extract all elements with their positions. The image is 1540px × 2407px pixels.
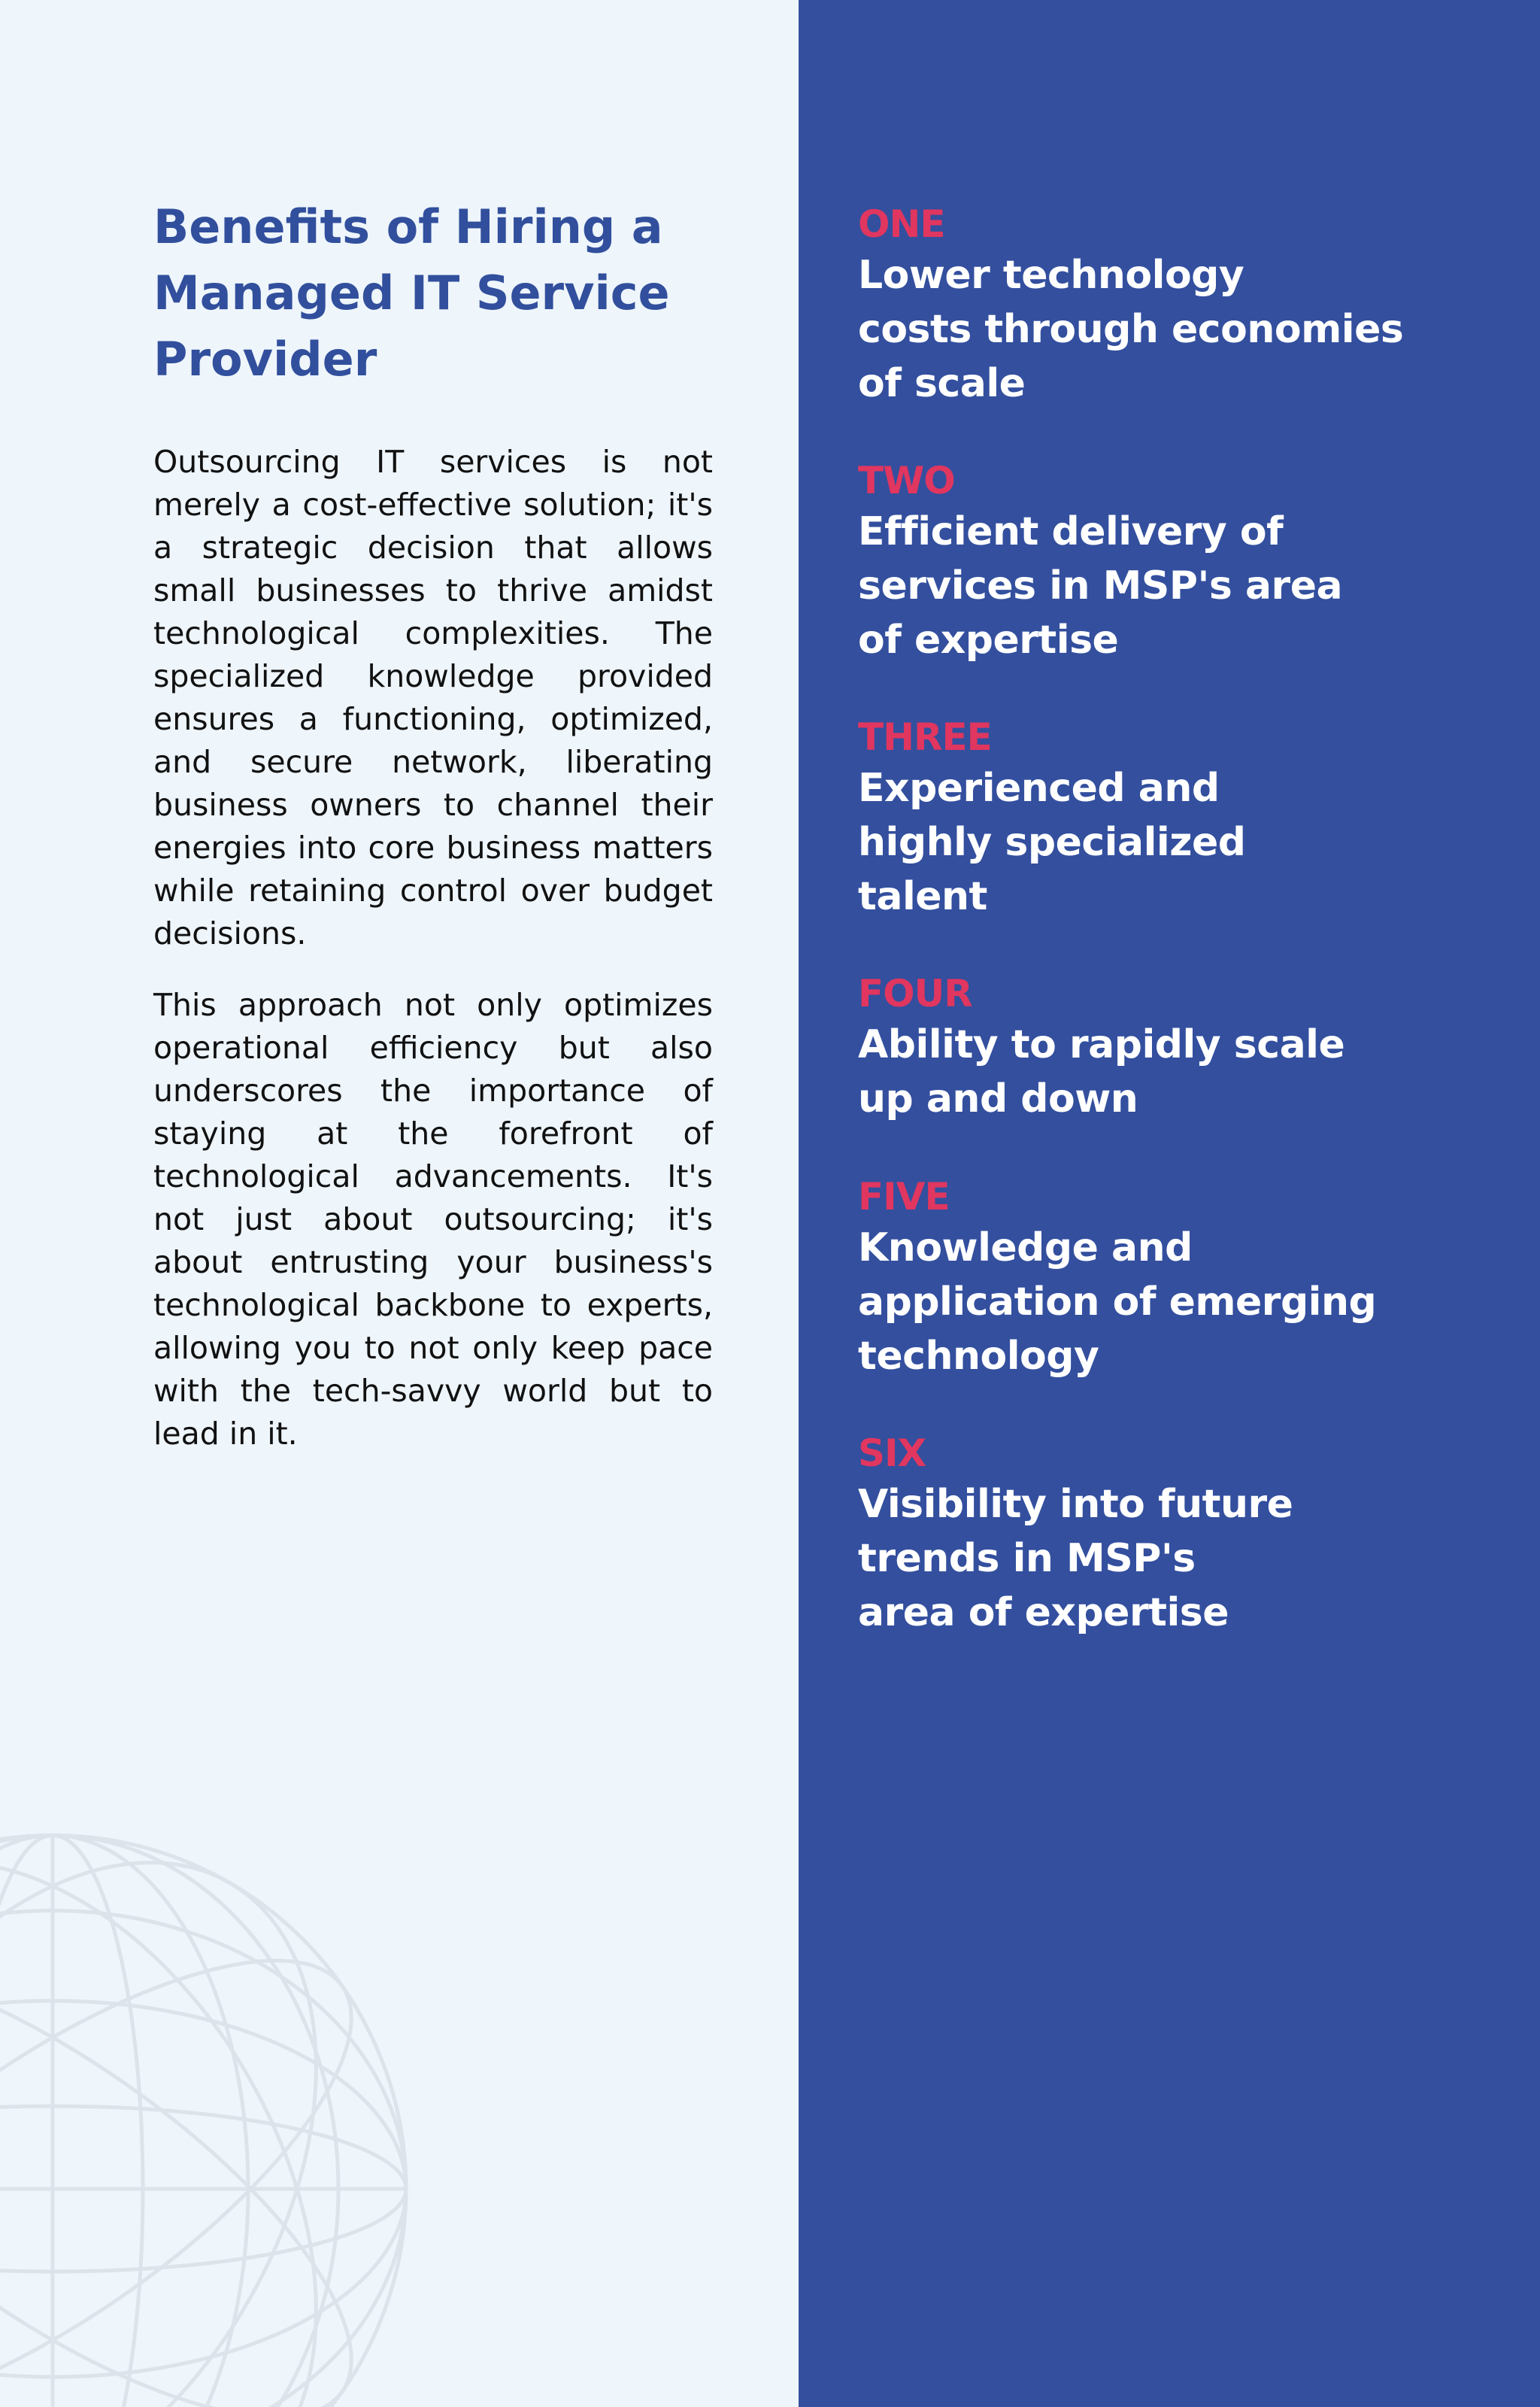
- globe-icon: [0, 1820, 421, 2407]
- benefit-number: ONE: [858, 202, 945, 246]
- benefit-text: Ability to rapidly scale up and down: [858, 1022, 1345, 1122]
- benefit-text: Efficient delivery of services in MSP's area of expertise: [858, 509, 1343, 663]
- benefit-text: Visibility into future trends in MSP's area of expertise: [858, 1482, 1293, 1635]
- benefit-text: Knowledge and application of emerging technology: [858, 1225, 1377, 1379]
- intro-paragraph: Outsourcing IT services is not merely a cost-effective solution; it's a strategic decision that allows small businesses to thrive amidst technological complexities. The specialized knowledge provided ensures a functioning, optimized, and secure network, liberating business owners to channel their energies into core business matters while retaining control over budget decisions.: [153, 444, 713, 952]
- benefit-text: Lower technology costs through economies of scale: [858, 253, 1404, 406]
- benefit-item-three: [858, 713, 1460, 924]
- benefit-number: TWO: [858, 459, 955, 502]
- benefit-number: THREE: [858, 715, 992, 759]
- benefit-number: FOUR: [858, 972, 972, 1015]
- benefit-item-five: [858, 1173, 1460, 1383]
- benefit-item-four: [858, 970, 1460, 1126]
- benefit-item-six: [858, 1429, 1460, 1640]
- benefit-number: SIX: [858, 1431, 926, 1475]
- benefit-text: Experienced and highly specialized talent: [858, 766, 1246, 919]
- benefit-item-two: [858, 457, 1460, 667]
- page-title: Benefits of Hiring a Managed IT Service Provider: [153, 199, 670, 387]
- benefit-number: FIVE: [858, 1175, 950, 1219]
- benefit-item-one: [858, 200, 1460, 411]
- approach-paragraph: This approach not only optimizes operational efficiency but also underscores the importance of staying at the forefront of technological advancements. It's not just about outsourcing; it's about entrusting your business's technological backbone to experts, allowing you to not only keep pace with the tech-savvy world but to lead in it.: [153, 987, 713, 1452]
